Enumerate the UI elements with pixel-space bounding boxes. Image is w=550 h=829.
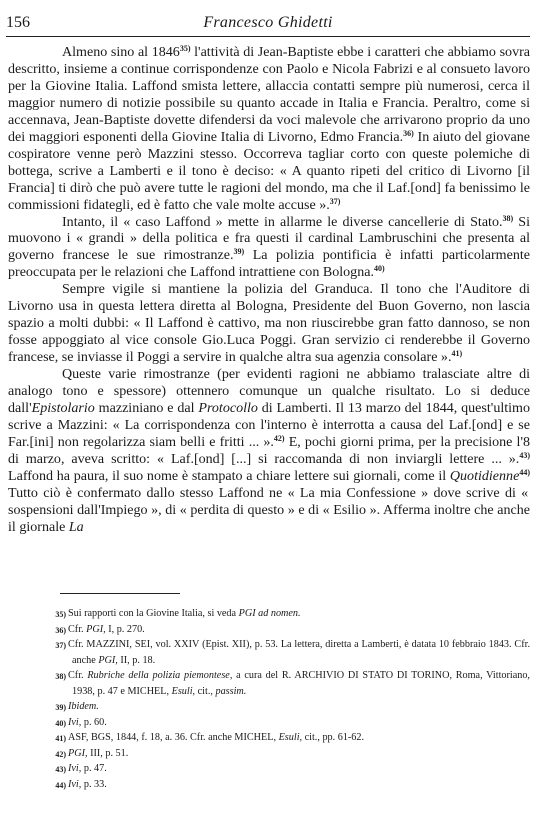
- footnote-text: p. 33.: [81, 778, 107, 790]
- footnote-ref-36: 36): [403, 128, 414, 138]
- page-number: 156: [6, 14, 30, 31]
- paragraph-3: [8, 281, 530, 366]
- footnote: [8, 761, 530, 777]
- footnote-ref-38: 38): [502, 213, 514, 223]
- footnote: [8, 699, 530, 715]
- footnote: [8, 777, 530, 793]
- footnote-number: 41): [55, 734, 66, 743]
- italic-title: La: [68, 518, 84, 535]
- footnote-number: 42): [55, 749, 66, 759]
- footnote-text: PGI ad nomen.: [238, 608, 301, 619]
- footnote: [8, 637, 530, 668]
- footnote-text: II, p. 18.: [117, 654, 156, 666]
- footnote-text: Ivi,: [68, 716, 82, 728]
- footnote-text: Esuli,: [171, 685, 196, 697]
- footnote-text: Ibidem.: [68, 701, 99, 712]
- footnote-text: p. 60.: [81, 716, 107, 728]
- footnotes: [8, 606, 530, 792]
- footnote-number: 39): [55, 703, 66, 712]
- footnote-ref-35: 35): [179, 44, 191, 53]
- footnote-ref-42: 42): [273, 433, 285, 443]
- text-run: Laffond ha paura, il suo nome è stampato a chiare lettere sui giornali, come il: [8, 467, 450, 484]
- footnote-number: 38): [55, 672, 66, 681]
- footnote-text: Cfr.: [68, 623, 87, 635]
- footnote-text: I, p. 270.: [105, 623, 145, 635]
- footnote-text: Ivi,: [68, 763, 82, 774]
- footnote-text: Sui rapporti con la Giovine Italia, si veda: [68, 608, 239, 619]
- text-run: Intanto, il « caso Laffond » mette in allarme le diverse cancellerie di Stato.: [62, 213, 503, 230]
- footnote-ref-39: 39): [233, 247, 245, 257]
- footnote-text: p. 47.: [81, 763, 107, 774]
- paragraph-4: [8, 366, 530, 536]
- text-run: mazziniano e dal: [94, 400, 199, 417]
- footnote: [8, 730, 530, 746]
- italic-title: Quotidienne: [449, 467, 520, 484]
- text-run: Queste varie rimostranze (per evidenti ragioni ne abbiamo tralasciate altre di analogo tono e spessore) ottennero comunque un qualche risultato. Lo si deduce dall': [8, 366, 530, 417]
- footnote-ref-44: 44): [519, 467, 530, 477]
- footnote-number: 44): [55, 780, 66, 790]
- italic-title: Epistolario: [31, 400, 95, 417]
- footnote-text: Ivi,: [68, 778, 82, 790]
- text-run: La polizia pontificia è infatti particolarmente preoccupata per le relazioni che Laffond intrattiene con Bologna.: [8, 247, 530, 281]
- footnote-text: a cura del R. ARCHIVIO DI STATO DI TORINO, Roma, Vittoriano, 1938, p. 47 e MICHEL,: [72, 670, 530, 697]
- footnote-number: 40): [55, 718, 66, 728]
- footnote-text: PGI,: [68, 747, 88, 759]
- footnote-text: Cfr. MAZZINI, SEI, vol. XXIV (Epist. XII), p. 53. La lettera, diretta a Lamberti, è datata 10 febbraio 1843. Cfr. anche: [68, 639, 530, 666]
- text-run: In aiuto del giovane cospiratore venne però Mazzini stesso. Occorreva tagliar corto con queste polemiche di bottega, scrive a Lamberti e il tono è deciso: « A quanto ripeti del critico di Livorno [il Francia] ti dirò che può avere tutte le ragioni del mondo, ma che il Laf.[ond] fa benissimo le commissioni fidategli, ed è fatto che vale molte accuse ».: [8, 128, 530, 213]
- running-head: Francesco Ghidetti: [203, 14, 333, 31]
- footnote-text: ASF, BGS, 1844, f. 18, a. 36. Cfr. anche MICHEL,: [68, 732, 279, 743]
- text-run: E, pochi giorni prima, per la precisione l'8 di marzo, aveva scritto: « Laf.[ond] [...] si raccomanda di non inviargli lettere ... ».: [8, 433, 530, 467]
- text-run: Tutto ciò è confermato dallo stesso Laffond ne « La mia Confessione » dove scrive di « sospensioni dall'Impiego », di « perdita di questo » e di « Esilio ». Afferma inoltre che anche il giornale: [8, 484, 530, 535]
- footnote-text: Rubriche della polizia piemontese,: [87, 670, 233, 681]
- footnote: [8, 606, 530, 622]
- footnote-ref-43: 43): [519, 450, 530, 460]
- footnote-text: III, p. 51.: [87, 747, 129, 759]
- footnote-ref-37: 37): [329, 196, 341, 206]
- footnote-text: Cfr.: [68, 670, 88, 681]
- italic-title: Protocollo: [198, 400, 258, 417]
- footnote-ref-40: 40): [373, 264, 385, 274]
- footnote-text: Esuli,: [278, 732, 303, 743]
- footnote-number: 43): [55, 765, 66, 774]
- text-run: Almeno sino al 1846: [62, 44, 180, 60]
- footnote-text: cit.,: [195, 685, 216, 697]
- footnote: [8, 746, 530, 762]
- text-run: Sempre vigile si mantiene la polizia del Granduca. Il tono che l'Auditore di Livorno usa in questa lettera diretta al Bologna, Presidente del Buon Governo, non lascia spazio a molti dubbi: « Il Laffond è cattivo, ma non riuscirebbe gran fatto dannoso, se non fosse appoggiato al vice console Gio.Luca Poggi. Gran servizio ci renderebbe il Governo francese, se inviasse il Poggi a servire in qualche altra sua agenzia consolare ».: [8, 281, 530, 366]
- main-text: [8, 44, 530, 536]
- paragraph-2: [8, 214, 530, 282]
- page-header: [6, 12, 530, 37]
- text-run: Si muovono i « grandi » della politica e fra questi il cardinal Lambruschini che presenta al governo francese le sue rimostranze.: [8, 213, 530, 264]
- footnote: [8, 668, 530, 699]
- footnote-text: PGI,: [86, 623, 106, 635]
- footnote-text: PGI,: [98, 654, 118, 666]
- footnote-number: 35): [55, 610, 66, 619]
- paragraph-1: [8, 44, 530, 214]
- footnote-ref-41: 41): [451, 349, 463, 359]
- footnote: [8, 715, 530, 731]
- text-run: l'attività di Jean-Baptiste ebbe i caratteri che abbiamo sovra descritto, insieme a continue corrispondenze con Paolo e Nicola Fabrizi e al consueto lavoro per la Giovine Italia. Laffond smista lettere, allaccia contatti sempre più numerosi, cerca il maggior numero di notizie possibile su quanto accade in Italia e Francia. Peraltro, come si accennava, Jean-Baptiste dovette difendersi da voci malevole che arrivarono proprio da uno dei maggiori esponenti della Giovine Italia di Livorno, Edmo Francia.: [8, 44, 531, 145]
- footnote-text: passim.: [215, 685, 247, 697]
- footnote-number: 37): [55, 641, 66, 650]
- footnote-text: cit., pp. 61-62.: [302, 732, 365, 743]
- text-run: di Lamberti. Il 13 marzo del 1844, quest'ultimo scrive a Mazzini: « La corrispondenza con l'interno è interrotta a causa del Laf.[ond] e se Far.[ini] non regolarizza siam belli e fritti ... ».: [8, 400, 531, 450]
- footnote: [8, 622, 530, 638]
- footnote-number: 36): [55, 625, 66, 635]
- footnote-separator: [60, 593, 180, 594]
